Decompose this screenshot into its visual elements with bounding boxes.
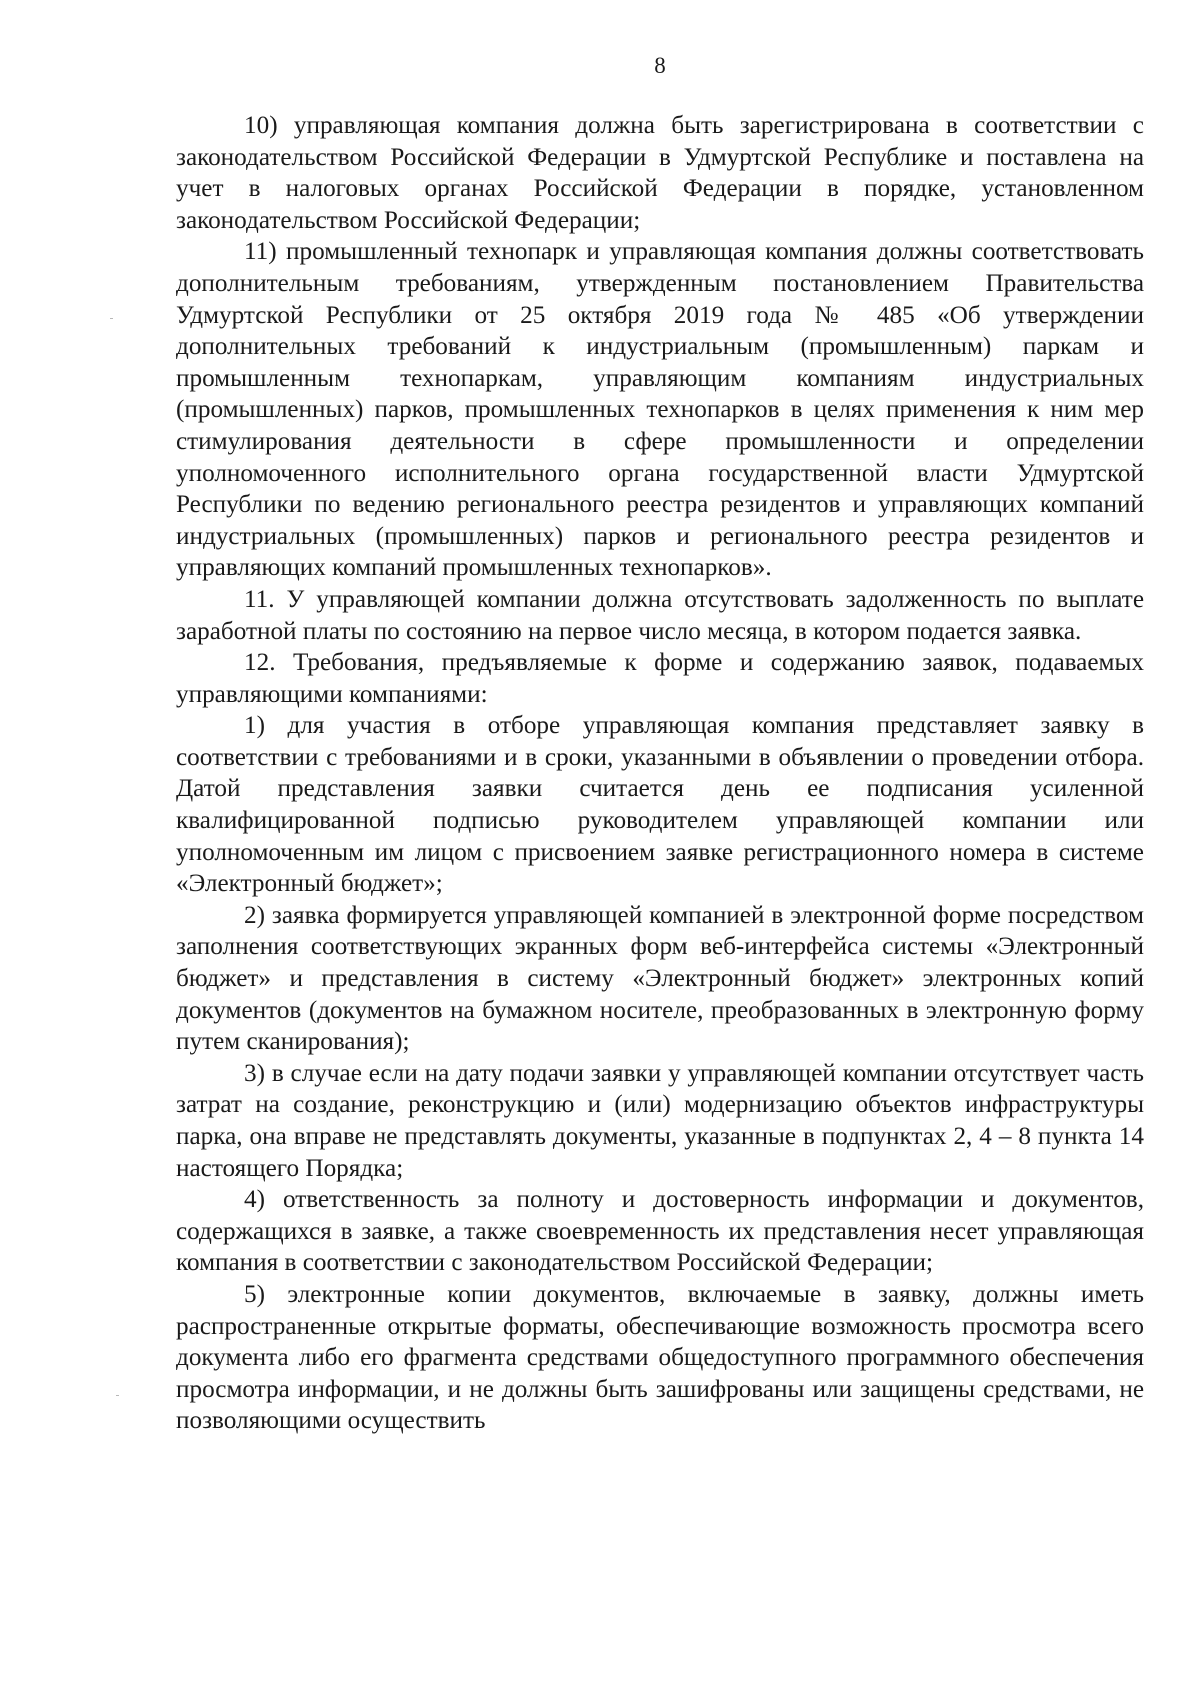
paragraph-item-10: 10) управляющая компания должна быть зарегистрирована в соответствии с законодательством Российской Федерации в Удмуртской Республике и поставлена на учет в налоговых органах Российской Федерации в порядке, установленном законодательством Российской Федерации;: [176, 112, 1144, 234]
paragraph-clause-12: 12. Требования, предъявляемые к форме и содержанию заявок, подаваемых управляющими компаниями:: [176, 649, 1144, 708]
paragraph-subitem-3: 3) в случае если на дату подачи заявки у управляющей компании отсутствует часть затрат на создание, реконструкцию и (или) модернизацию объектов инфраструктуры парка, она вправе не представлять документы, указанные в подпунктах 2, 4 – 8 пункта 14 настоящего Порядка;: [176, 1059, 1144, 1182]
paragraph-subitem-1: 1) для участия в отборе управляющая компания представляет заявку в соответствии с требованиями и в сроки, указанными в объявлении о проведении отбора. Датой представления заявки считается день ее подписания усиленной квалифицированной подписью руководителем управляющей компании или уполномоченным им лицом с присвоением заявке регистрационного номера в системе «Электронный бюджет»;: [176, 712, 1144, 898]
document-body: [176, 110, 1144, 1437]
scan-artifact: [110, 318, 113, 319]
page-number: 8: [654, 53, 666, 78]
paragraph-clause-11: 11. У управляющей компании должна отсутствовать задолженность по выплате заработной платы по состоянию на первое число месяца, в котором подается заявка.: [176, 585, 1144, 645]
paragraph-item-11-technopark: 11) промышленный технопарк и управляющая компания должны соответствовать дополнительным требованиям, утвержденным постановлением Правительства Удмуртской Республики от 25 октября 2019 года № 485 «Об утверждении дополнительных требований к индустриальным (промышленным) паркам и промышленным технопаркам, управляющим компаниям индустриальных (промышленных) парков, промышленных технопарков в целях применения к ним мер стимулирования деятельности в сфере промышленности и определении уполномоченного исполнительного органа государственной власти Удмуртской Республики по ведению регионального реестра резидентов и управляющих компаний индустриальных (промышленных) парков и регионального реестра резидентов и управляющих компаний промышленных технопарков».: [176, 238, 1144, 582]
scan-artifact: [116, 1395, 119, 1396]
paragraph-subitem-4: 4) ответственность за полноту и достоверность информации и документов, содержащихся в заявке, а также своевременность их представления несет управляющая компания в соответствии с законодательством Российской Федерации;: [176, 1186, 1144, 1277]
paragraph-subitem-2: 2) заявка формируется управляющей компанией в электронной форме посредством заполнения соответствующих экранных форм веб-интерфейса системы «Электронный бюджет» и представления в систему «Электронный бюджет» электронных копий документов (документов на бумажном носителе, преобразованных в электронную форму путем сканирования);: [176, 901, 1144, 1056]
paragraph-subitem-5: 5) электронные копии документов, включаемые в заявку, должны иметь распространенные открытые форматы, обеспечивающие возможность просмотра всего документа либо его фрагмента средствами общедоступного программного обеспечения просмотра информации, и не должны быть зашифрованы или защищены средствами, не позволяющими осуществить: [176, 1280, 1144, 1435]
